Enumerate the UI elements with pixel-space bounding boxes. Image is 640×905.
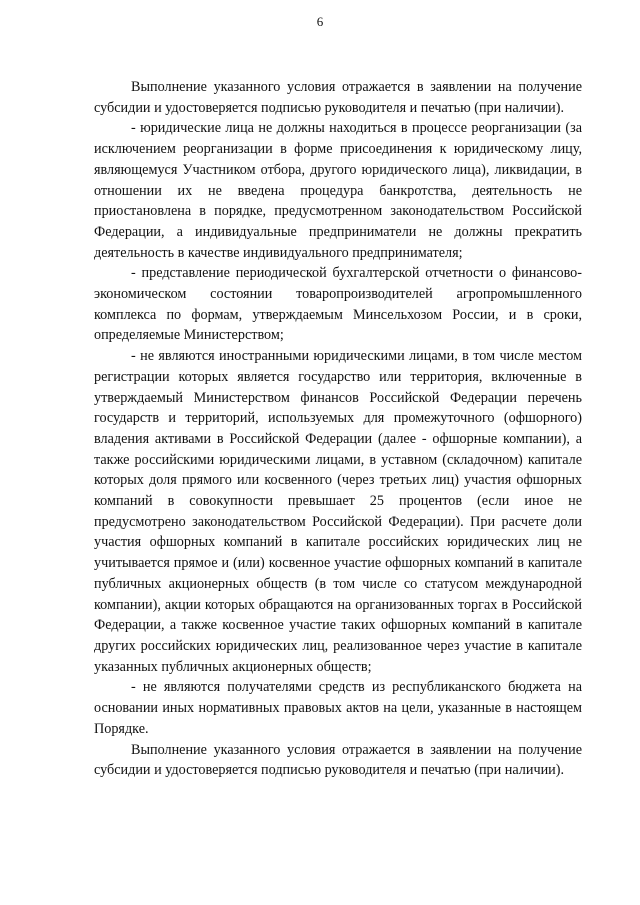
paragraph-condition-confirmation-final: Выполнение указанного условия отражается в заявлении на получение субсидии и удостоверяется подписью руководителя и печатью (при наличии). [94,741,582,779]
paragraph-offshore-requirement: - не являются иностранными юридическими лицами, в том числе местом регистрации которых является государство или территория, включенные в утверждаемый Министерством финансов Российской Федерации перечень государств и территорий, используемых для промежуточного (офшорного) владения активами в Российской Федерации (далее - офшорные компании), а также российскими юридическими лицами, в уставном (складочном) капитале которых доля прямого или косвенного (через третьих лиц) участия офшорных компаний в совокупности превышает 25 процентов (если иное не предусмотрено законодательством Российской Федерации). При расчете доли участия офшорных компаний в капитале российских юридических лиц не учитывается прямое и (или) косвенное участие офшорных компаний в капитале публичных акционерных обществ (в том числе со статусом международной компании), акции которых обращаются на организованных торгах в Российской Федерации, а также косвенное участие таких офшорных компаний в капитале других российских юридических лиц, реализованное через участие в капитале указанных публичных акционерных обществ; [94,348,582,675]
page-number: 6 [316,14,324,29]
paragraph-budget-funds-requirement: - не являются получателями средств из республиканского бюджета на основании иных нормативных правовых актов на цели, указанные в настоящем Порядке. [94,679,582,737]
paragraph-reorganization-requirement: - юридические лица не должны находиться в процессе реорганизации (за исключением реорганизации в форме присоединения к юридическому лицу, являющемуся Участником отбора, другого юридического лица), ликвидации, в отношении их не введена процедура банкротства, деятельность не приостановлена в порядке, предусмотренном законодательством Российской Федерации, а индивидуальные предприниматели не должны прекратить деятельность в качестве индивидуального предпринимателя; [94,120,582,261]
paragraph-condition-confirmation: Выполнение указанного условия отражается в заявлении на получение субсидии и удостоверяется подписью руководителя и печатью (при наличии). [94,79,582,116]
document-body [94,77,582,781]
paragraph-reporting-requirement: - представление периодической бухгалтерской отчетности о финансово-экономическом состоянии товаропроизводителей агропромышленного комплекса по формам, утверждаемым Минсельхозом России, и в сроки, определяемые Министерством; [94,265,582,344]
